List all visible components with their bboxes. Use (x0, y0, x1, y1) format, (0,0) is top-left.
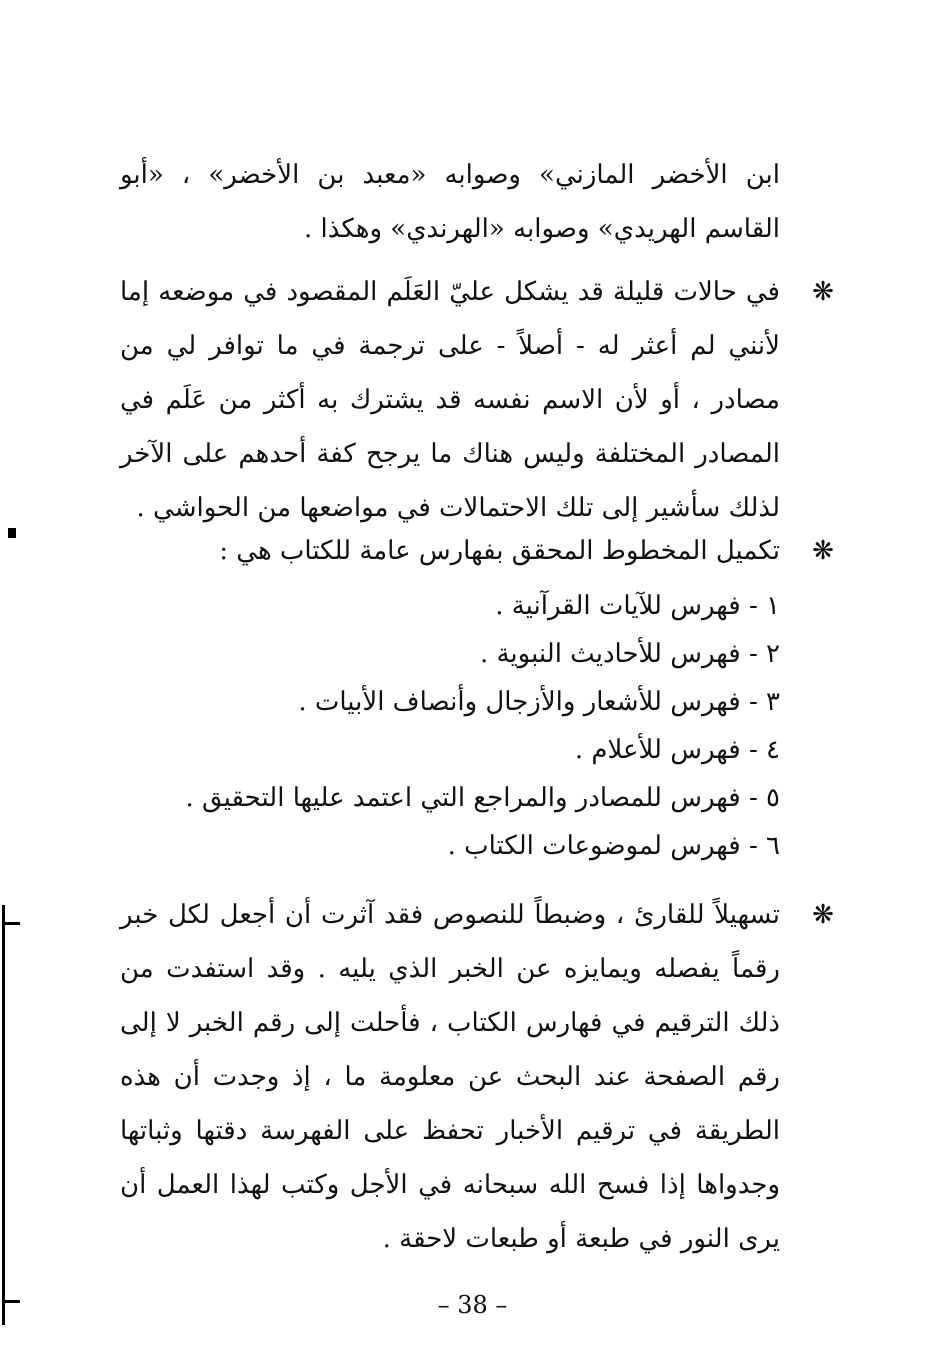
list-item: ٢ - فهرس للأحاديث النبوية . (479, 639, 780, 669)
index-list (185, 582, 780, 870)
list-item: ١ - فهرس للآيات القرآنية . (495, 591, 780, 621)
paragraph-ambiguous-names: في حالات قليلة قد يشكل عليّ العَلَم المقصود في موضعه إما لأنني لم أعثر له - أصلاً - على ترجمة في ما توافر لي من مصادر ، أو لأن الاسم نفسه قد يشترك به أكثر من عَلَم في المصادر المختلفة وليس هناك ما يرجح كفة أحدهم على الآخر لذلك سأشير إلى تلك الاحتمالات في مواضعها من الحواشي . (120, 277, 780, 523)
list-item: ٥ - فهرس للمصادر والمراجع التي اعتمد عليها التحقيق . (185, 783, 780, 813)
bullet-asterisk-icon: ❋ (812, 536, 834, 566)
list-item: ٣ - فهرس للأشعار والأزجال وأنصاف الأبيات . (298, 687, 780, 717)
paragraph-indexes-intro: تكميل المخطوط المحقق بفهارس عامة للكتاب هي : (219, 536, 780, 566)
scan-mark (8, 528, 16, 538)
intro-paragraph: ابن الأخضر المازني» وصوابه «معبد بن الأخضر» ، «أبو القاسم الهريدي» وصوابه «الهرندي» وهكذا . (120, 160, 780, 244)
bullet-asterisk-icon: ❋ (812, 900, 834, 930)
scan-mark (2, 905, 5, 1325)
list-item: ٤ - فهرس للأعلام . (574, 735, 780, 765)
paragraph-numbering: تسهيلاً للقارئ ، وضبطاً للنصوص فقد آثرت أن أجعل لكل خبر رقماً يفصله ويمايزه عن الخبر الذي يليه . وقد استفدت من ذلك الترقيم في فهارس الكتاب ، فأحلت إلى رقم الخبر لا إلى رقم الصفحة عند البحث عن معلومة ما ، إذ وجدت أن هذه الطريقة في ترقيم الأخبار تحفظ على الفهرسة دقتها وثباتها وجدواها إذا فسح الله سبحانه في الأجل وكتب لهذا العمل أن يرى النور في طبعة أو طبعات لاحقة . (120, 900, 780, 1254)
page-number: – 38 – (437, 1291, 508, 1319)
scan-mark (2, 1300, 20, 1303)
scan-mark (2, 922, 20, 925)
bullet-asterisk-icon: ❋ (812, 277, 834, 307)
list-item: ٦ - فهرس لموضوعات الكتاب . (447, 831, 780, 861)
